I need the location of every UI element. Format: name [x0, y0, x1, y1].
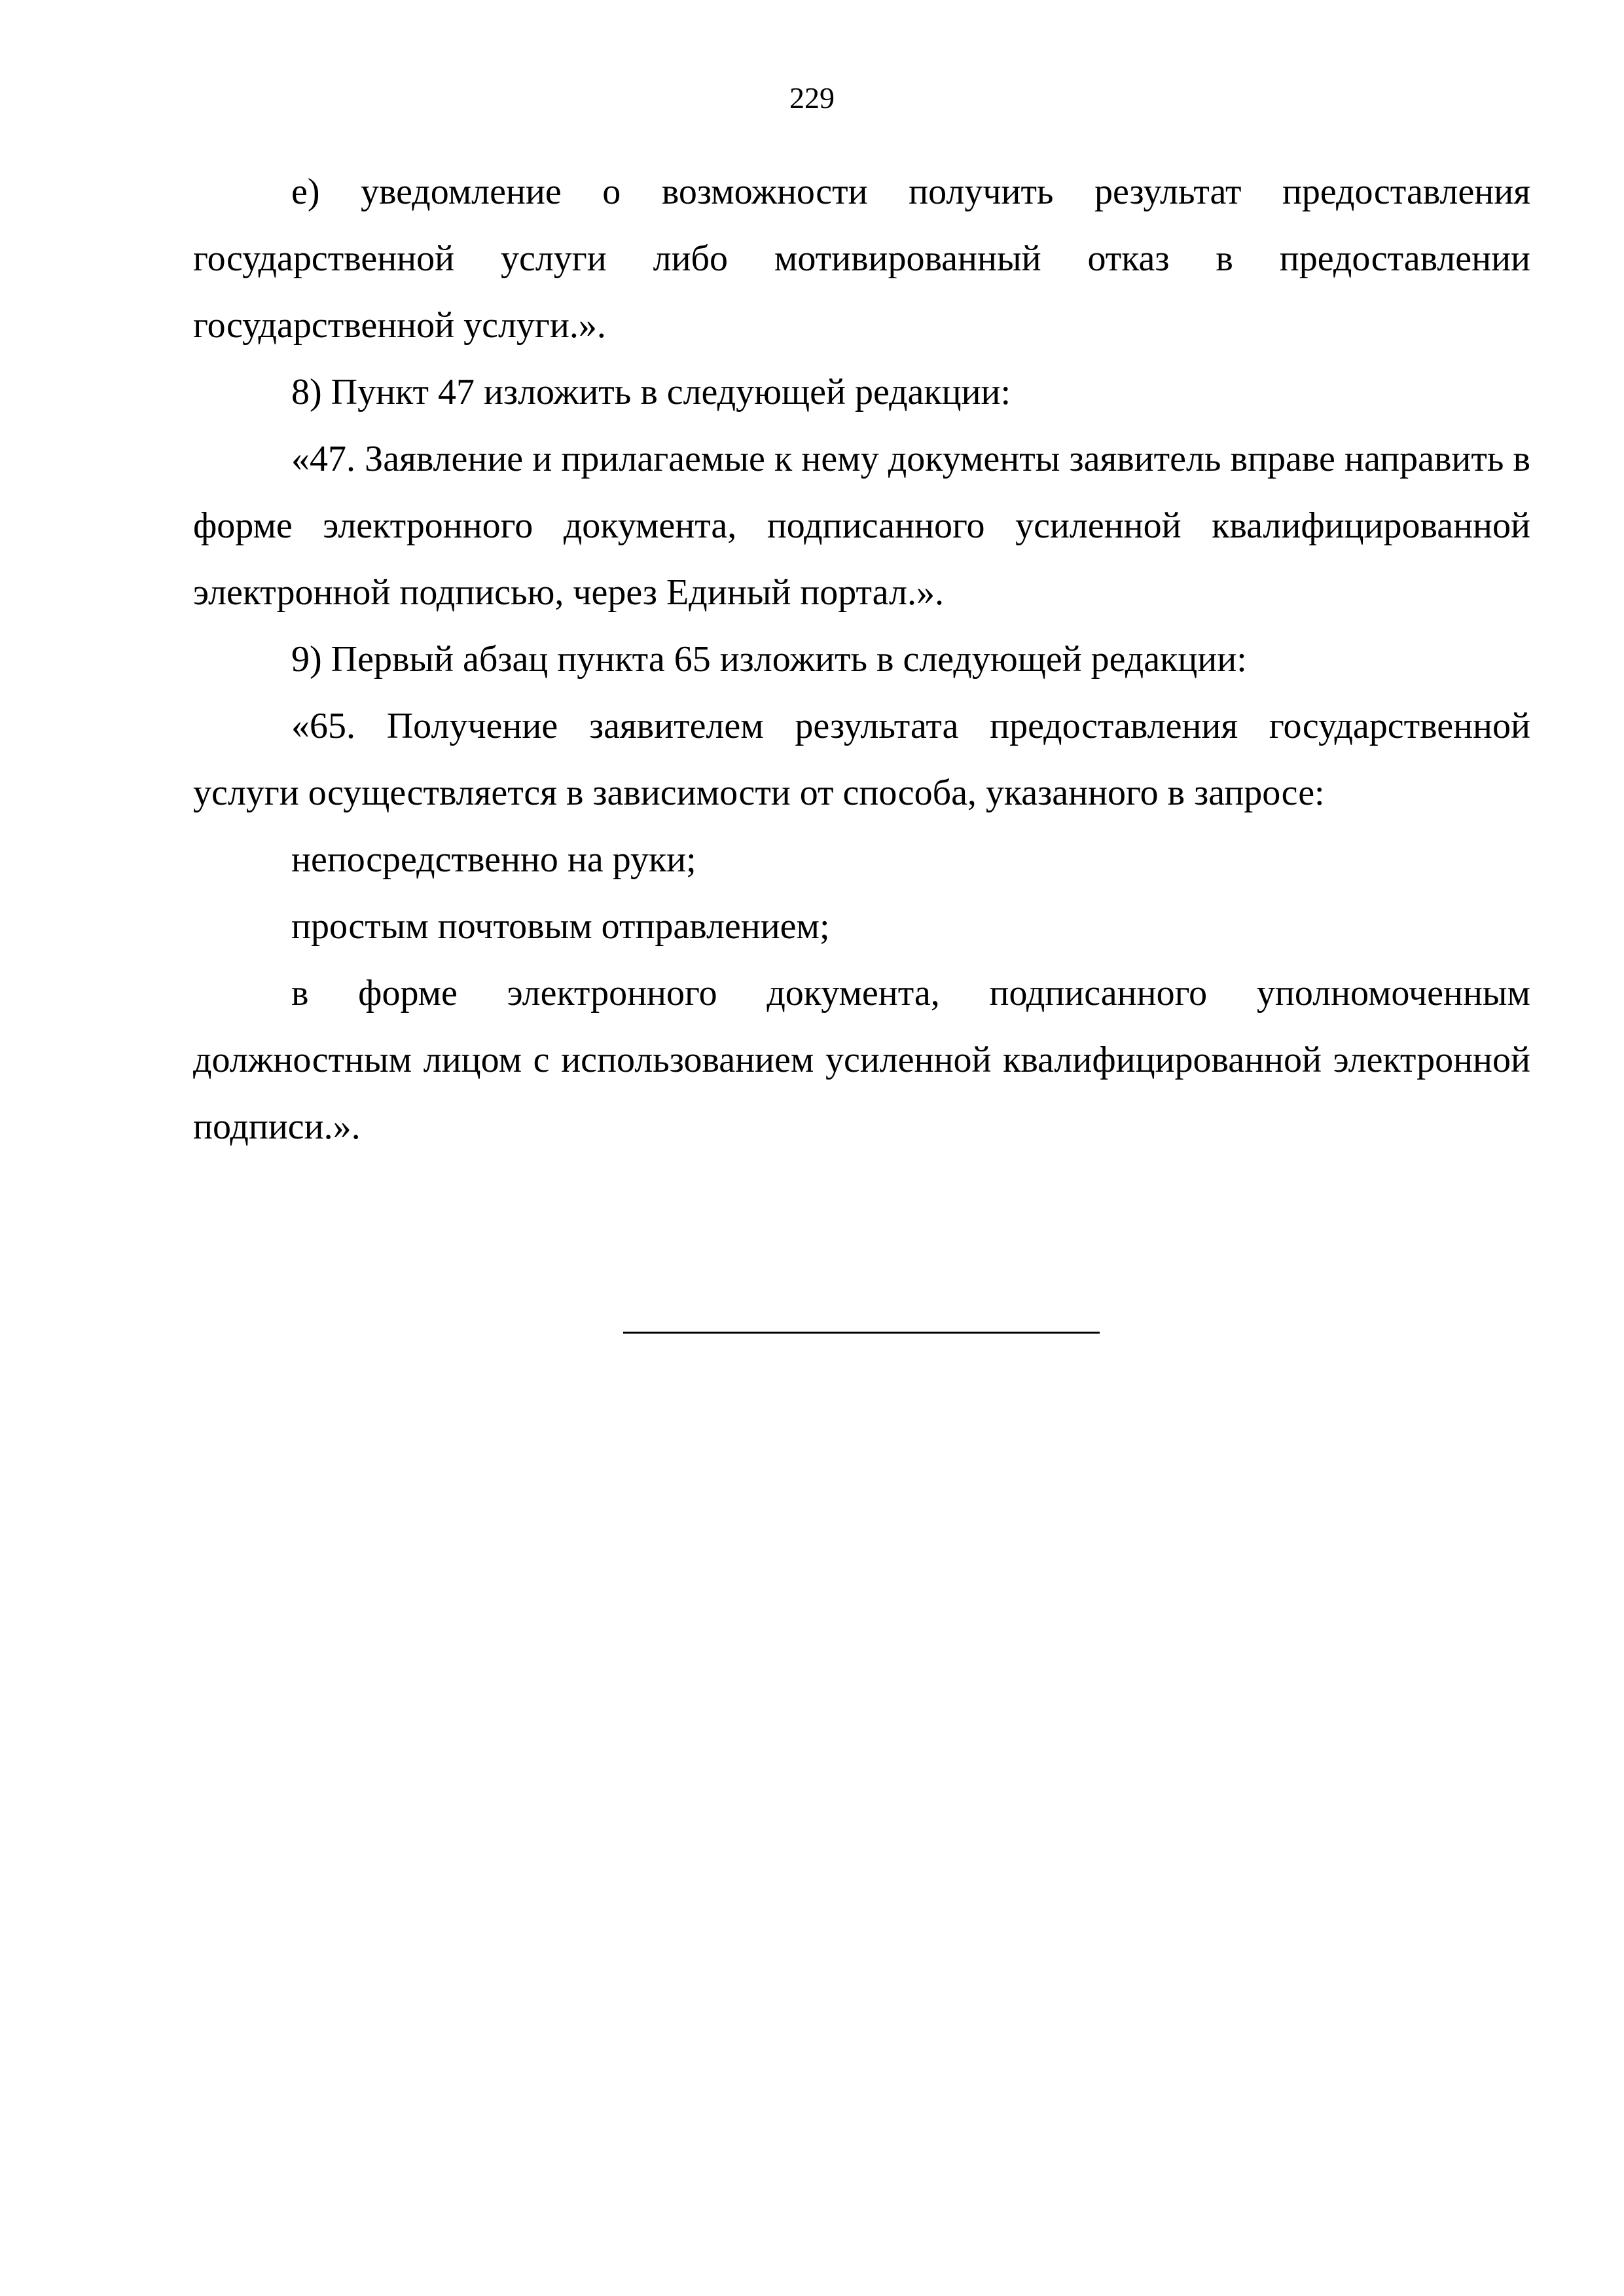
- paragraph-amendment-8: 8) Пункт 47 изложить в следующей редакции:: [291, 372, 1011, 412]
- paragraph-item-e: е) уведомление о возможности получить результат предоставления государственной услуги либо мотивированный отказ в предоставлении государственной услуги.».: [193, 172, 1530, 346]
- closing-divider: [623, 1332, 1100, 1334]
- paragraph-option-mail: простым почтовым отправлением;: [291, 906, 830, 947]
- paragraph-option-in-person: непосредственно на руки;: [291, 839, 696, 880]
- document-body: [193, 158, 1530, 1160]
- paragraph-option-electronic: в форме электронного документа, подписанного уполномоченным должностным лицом с использованием усиленной квалифицированной электронной подписи.».: [193, 973, 1530, 1147]
- paragraph-clause-47: «47. Заявление и прилагаемые к нему документы заявитель вправе направить в форме электронного документа, подписанного усиленной квалифицированной электронной подписью, через Единый портал.».: [193, 439, 1530, 613]
- page-number: 229: [789, 81, 835, 115]
- paragraph-clause-65: «65. Получение заявителем результата предоставления государственной услуги осуществляется в зависимости от способа, указанного в запросе:: [193, 706, 1530, 813]
- paragraph-amendment-9: 9) Первый абзац пункта 65 изложить в следующей редакции:: [291, 639, 1247, 680]
